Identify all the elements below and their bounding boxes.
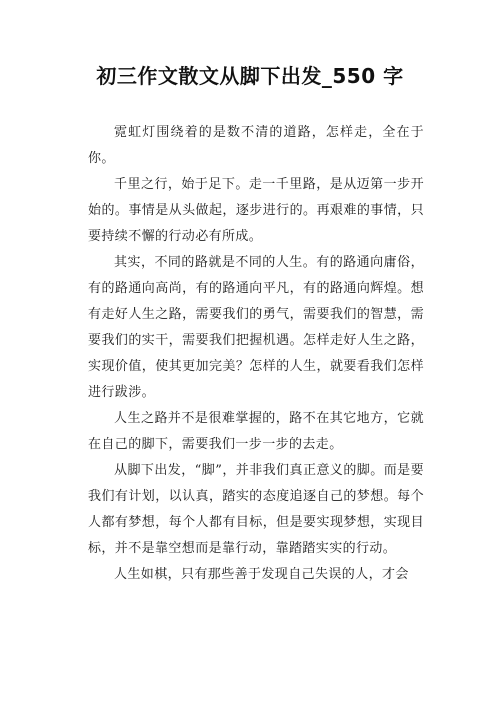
paragraph-3: 其实，不同的路就是不同的人生。有的路通向庸俗，有的路通向高尚，有的路通向平凡，有的路通向辉煌。想有走好人生之路，需要我们的勇气，需要我们的智慧，需要我们的实干，需要我们把握机遇。怎样走好人生之路，实现价值，使其更加完美？怎样的人生，就要看我们怎样进行跋涉。 — [88, 255, 424, 400]
paragraph-6: 人生如棋，只有那些善于发现自己失误的人，才会 — [114, 567, 409, 582]
article-body — [88, 120, 424, 588]
paragraph-2: 千里之行，始于足下。走一千里路，是从迈第一步开始的。事情是从头做起，逐步进行的。再艰难的事情，只要持续不懈的行动必有所成。 — [88, 177, 424, 244]
paragraph-5: 从脚下出发，“脚”，并非我们真正意义的脚。而是要我们有计划，以认真，踏实的态度追逐自己的梦想。每个人都有梦想，每个人都有目标，但是要实现梦想，实现目标，并不是靠空想而是靠行动，靠踏踏实实的行动。 — [88, 463, 424, 556]
page-title: 初三作文散文从脚下出发_550 字 — [96, 64, 404, 88]
paragraph-4: 人生之路并不是很难掌握的，路不在其它地方，它就在自己的脚下，需要我们一步一步的去走。 — [88, 411, 424, 452]
paragraph-1: 霓虹灯围绕着的是数不清的道路，怎样走，全在于你。 — [88, 125, 424, 166]
